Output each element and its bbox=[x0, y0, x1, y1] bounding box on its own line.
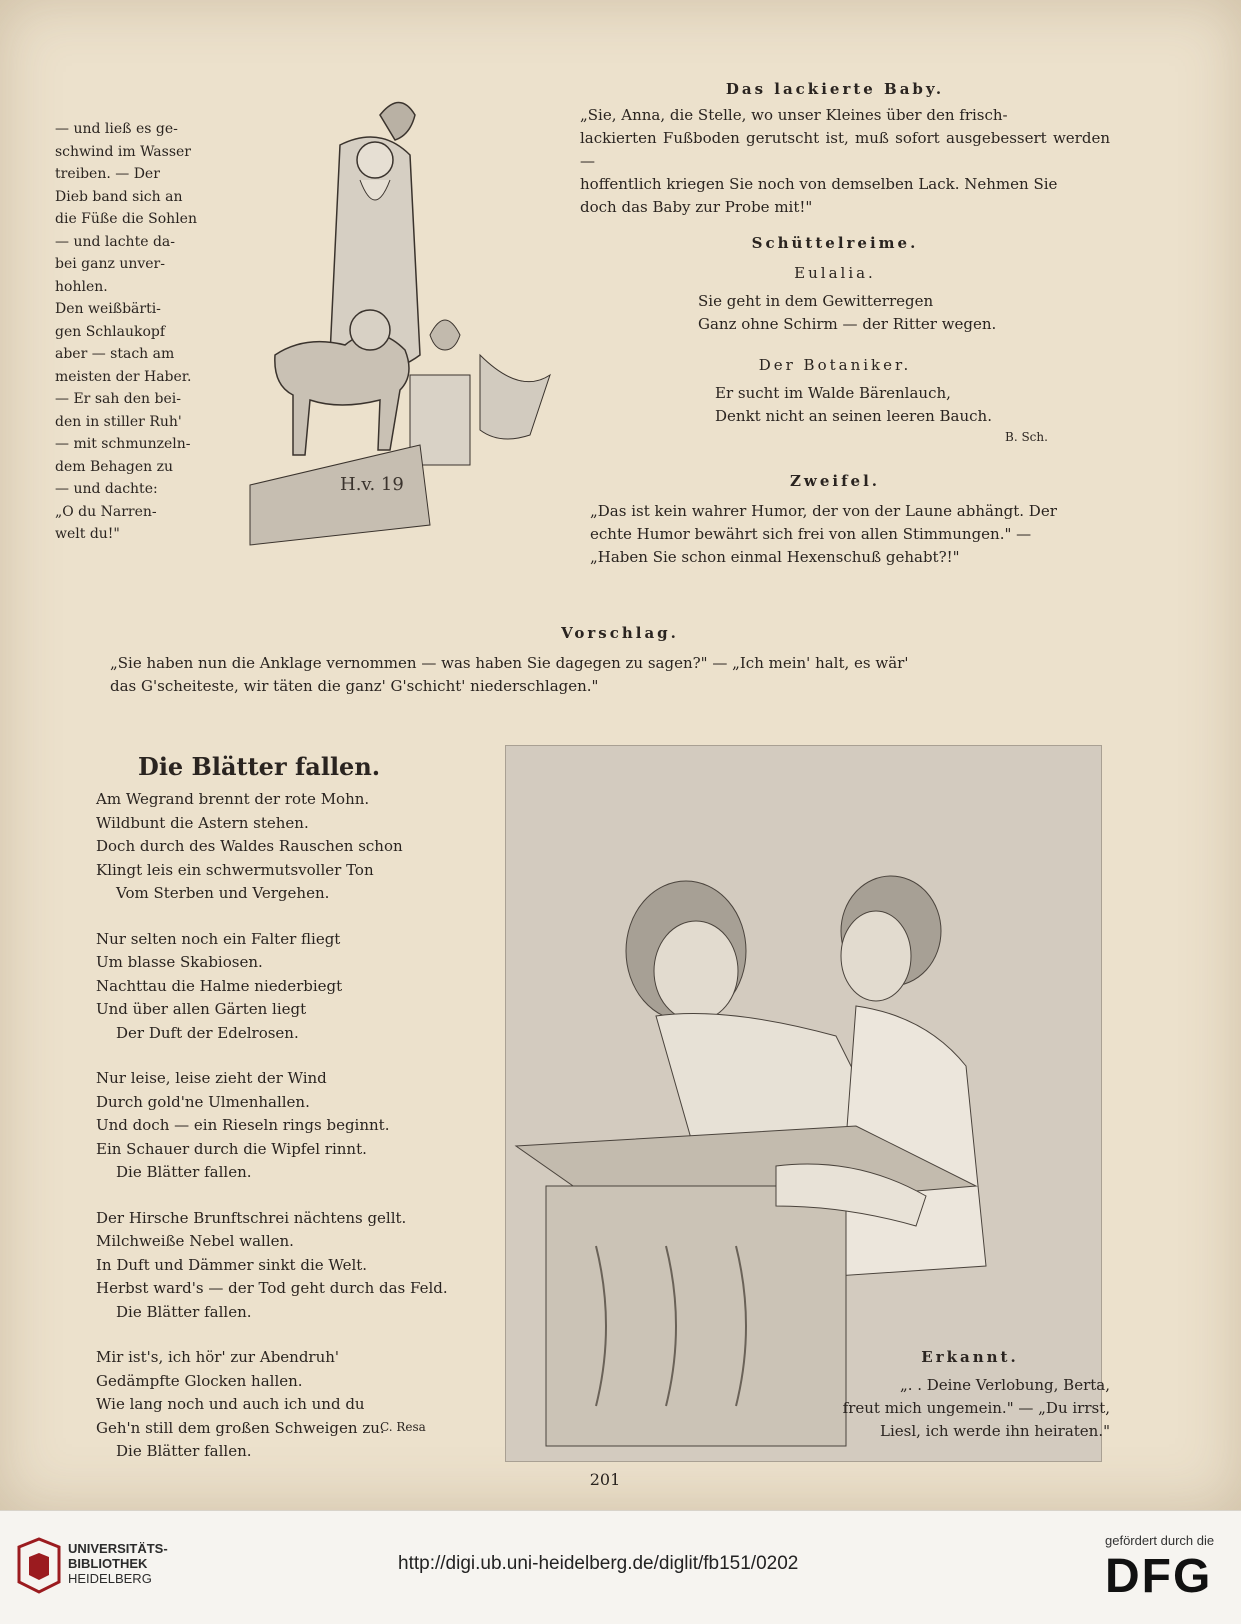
eulalia-verse bbox=[698, 290, 1058, 336]
wizard-dog-illustration bbox=[230, 85, 560, 550]
poem-line: Herbst ward's — der Tod geht durch das Feld. bbox=[96, 1279, 448, 1297]
vorschlag-line: das G'scheiteste, wir täten die ganz' G'schicht' niederschlagen." bbox=[110, 677, 599, 695]
poem-stanza bbox=[96, 1067, 476, 1185]
poem-stanza bbox=[96, 928, 476, 1046]
baby-line: hoffentlich kriegen Sie noch von demselben Lack. Nehmen Sie bbox=[580, 175, 1058, 193]
left-column-line: meisten der Haber. bbox=[55, 368, 192, 385]
poem-line: Doch durch des Waldes Rauschen schon bbox=[96, 837, 403, 855]
poem-line: Vom Sterben und Vergehen. bbox=[116, 884, 330, 902]
erkannt-title: Erkannt. bbox=[921, 1348, 1019, 1366]
left-column-line: welt du!" bbox=[55, 526, 120, 542]
erkannt-text bbox=[775, 1374, 1110, 1443]
baby-title: Das lackierte Baby. bbox=[725, 80, 945, 98]
permalink-url[interactable]: http://digi.ub.uni-heidelberg.de/diglit/fb151/0202 bbox=[398, 1553, 799, 1574]
poem-line: Die Blätter fallen. bbox=[116, 1302, 252, 1321]
left-column-line: schwind im Wasser bbox=[55, 143, 192, 160]
poem-line: Und doch — ein Rieseln rings beginnt. bbox=[96, 1116, 390, 1134]
poem-line: Am Wegrand brennt der rote Mohn. bbox=[96, 790, 370, 808]
poem-line: Mir ist's, ich hör' zur Abendruh' bbox=[96, 1348, 340, 1366]
poem-line: Wildbunt die Astern stehen. bbox=[96, 813, 309, 832]
vorschlag-title: Vorschlag. bbox=[561, 624, 679, 642]
left-column-line: — Er sah den bei- bbox=[55, 391, 181, 407]
dfg-logo: DFG bbox=[1105, 1550, 1213, 1603]
botaniker-line: Er sucht im Walde Bärenlauch, bbox=[715, 384, 951, 402]
poem-line: Nur selten noch ein Falter fliegt bbox=[96, 929, 341, 948]
illustration-signature: H.v. 19 bbox=[340, 474, 404, 495]
botaniker-title: Der Botaniker. bbox=[758, 356, 912, 374]
poem-stanza bbox=[96, 788, 476, 906]
library-name-line1: UNIVERSITÄTS- bbox=[68, 1541, 168, 1556]
botaniker-line: Denkt nicht an seinen leeren Bauch. bbox=[715, 407, 992, 425]
poem-title: Die Blätter fallen. bbox=[138, 752, 381, 781]
vorschlag-text bbox=[110, 652, 1120, 698]
poem-line: Nur leise, leise zieht der Wind bbox=[96, 1069, 327, 1087]
left-column-line: — und dachte: bbox=[55, 481, 158, 497]
left-column-line: dem Behagen zu bbox=[55, 458, 174, 475]
left-column-line: den in stiller Ruh' bbox=[55, 413, 182, 430]
zweifel-line: „Haben Sie schon einmal Hexenschuß gehabt?!" bbox=[590, 548, 960, 566]
left-column-line: Den weißbärti- bbox=[55, 301, 161, 317]
left-column-line: — und lachte da- bbox=[55, 233, 175, 250]
poem-line: Wie lang noch und auch ich und du bbox=[96, 1395, 365, 1413]
poem-line: Ein Schauer durch die Wipfel rinnt. bbox=[96, 1139, 367, 1158]
poem-line: Und über allen Gärten liegt bbox=[96, 1000, 307, 1018]
eulalia-line: Ganz ohne Schirm — der Ritter wegen. bbox=[698, 315, 997, 333]
zweifel-text bbox=[590, 500, 1120, 569]
left-column-line: hohlen. bbox=[55, 278, 108, 295]
poem-stanza bbox=[96, 1346, 476, 1464]
baby-line: „Sie, Anna, die Stelle, wo unser Kleines über den frisch- bbox=[580, 106, 1008, 124]
schuettelreime-title: Schüttelreime. bbox=[751, 234, 919, 252]
library-name-line3: HEIDELBERG bbox=[68, 1571, 152, 1586]
left-column-line: Dieb band sich an bbox=[55, 188, 183, 205]
baby-text bbox=[580, 104, 1110, 219]
poem-stanza bbox=[96, 1207, 476, 1325]
poem-line: In Duft und Dämmer sinkt die Welt. bbox=[96, 1255, 368, 1274]
library-name bbox=[68, 1541, 168, 1586]
poem-line: Die Blätter fallen. bbox=[116, 1163, 252, 1181]
poem-line: Nachttau die Halme niederbiegt bbox=[96, 976, 343, 995]
poem-line: Gedämpfte Glocken hallen. bbox=[96, 1371, 303, 1390]
poem-body bbox=[96, 788, 476, 1486]
vorschlag-line: „Sie haben nun die Anklage vernommen — was haben Sie dagegen zu sagen?" — „Ich mein' halt, es wär' bbox=[110, 654, 909, 672]
zweifel-line: echte Humor bewährt sich frei von allen Stimmungen." — bbox=[590, 525, 1032, 543]
eulalia-title: Eulalia. bbox=[794, 264, 876, 282]
library-name-line2: BIBLIOTHEK bbox=[68, 1556, 148, 1571]
left-column-line: die Füße die Sohlen bbox=[55, 211, 197, 227]
left-column-line: gen Schlaukopf bbox=[55, 323, 166, 340]
page-number: 201 bbox=[589, 1470, 621, 1489]
eulalia-line: Sie geht in dem Gewitterregen bbox=[698, 292, 934, 310]
erkannt-line: Liesl, ich werde ihn heiraten." bbox=[880, 1422, 1110, 1440]
footer-bar bbox=[0, 1510, 1241, 1624]
left-column-line: treiben. — Der bbox=[55, 166, 160, 182]
left-column-line: — und ließ es ge- bbox=[55, 121, 178, 137]
poem-line: Durch gold'ne Ulmenhallen. bbox=[96, 1092, 310, 1111]
poem-line: Der Hirsche Brunftschrei nächtens gellt. bbox=[96, 1208, 407, 1227]
left-column-line: — mit schmunzeln- bbox=[55, 436, 191, 452]
university-logo-icon bbox=[14, 1537, 64, 1597]
left-column-line: „O du Narren- bbox=[55, 503, 157, 520]
erkannt-line: freut mich ungemein." — „Du irrst, bbox=[842, 1399, 1110, 1417]
poem-author: C. Resa bbox=[380, 1420, 426, 1434]
poem-line: Der Duft der Edelrosen. bbox=[116, 1023, 299, 1042]
zweifel-title: Zweifel. bbox=[789, 472, 881, 490]
funded-by-label: gefördert durch die bbox=[1105, 1533, 1215, 1548]
botaniker-verse bbox=[715, 382, 1055, 428]
left-column-text bbox=[55, 118, 210, 546]
baby-line: doch das Baby zur Probe mit!" bbox=[580, 198, 813, 216]
poem-line: Klingt leis ein schwermutsvoller Ton bbox=[96, 860, 374, 879]
schuettel-author: B. Sch. bbox=[1005, 430, 1048, 444]
poem-line: Geh'n still dem großen Schweigen zu. bbox=[96, 1418, 385, 1437]
baby-line: lackierten Fußboden gerutscht ist, muß sofort ausgebessert werden — bbox=[580, 129, 1110, 170]
zweifel-line: „Das ist kein wahrer Humor, der von der Laune abhängt. Der bbox=[590, 502, 1057, 520]
poem-line: Milchweiße Nebel wallen. bbox=[96, 1232, 294, 1250]
left-column-line: bei ganz unver- bbox=[55, 256, 165, 272]
poem-line: Um blasse Skabiosen. bbox=[96, 953, 263, 971]
left-column-line: aber — stach am bbox=[55, 346, 175, 362]
poem-line: Die Blätter fallen. bbox=[116, 1442, 252, 1460]
erkannt-line: „. . Deine Verlobung, Berta, bbox=[899, 1376, 1110, 1394]
